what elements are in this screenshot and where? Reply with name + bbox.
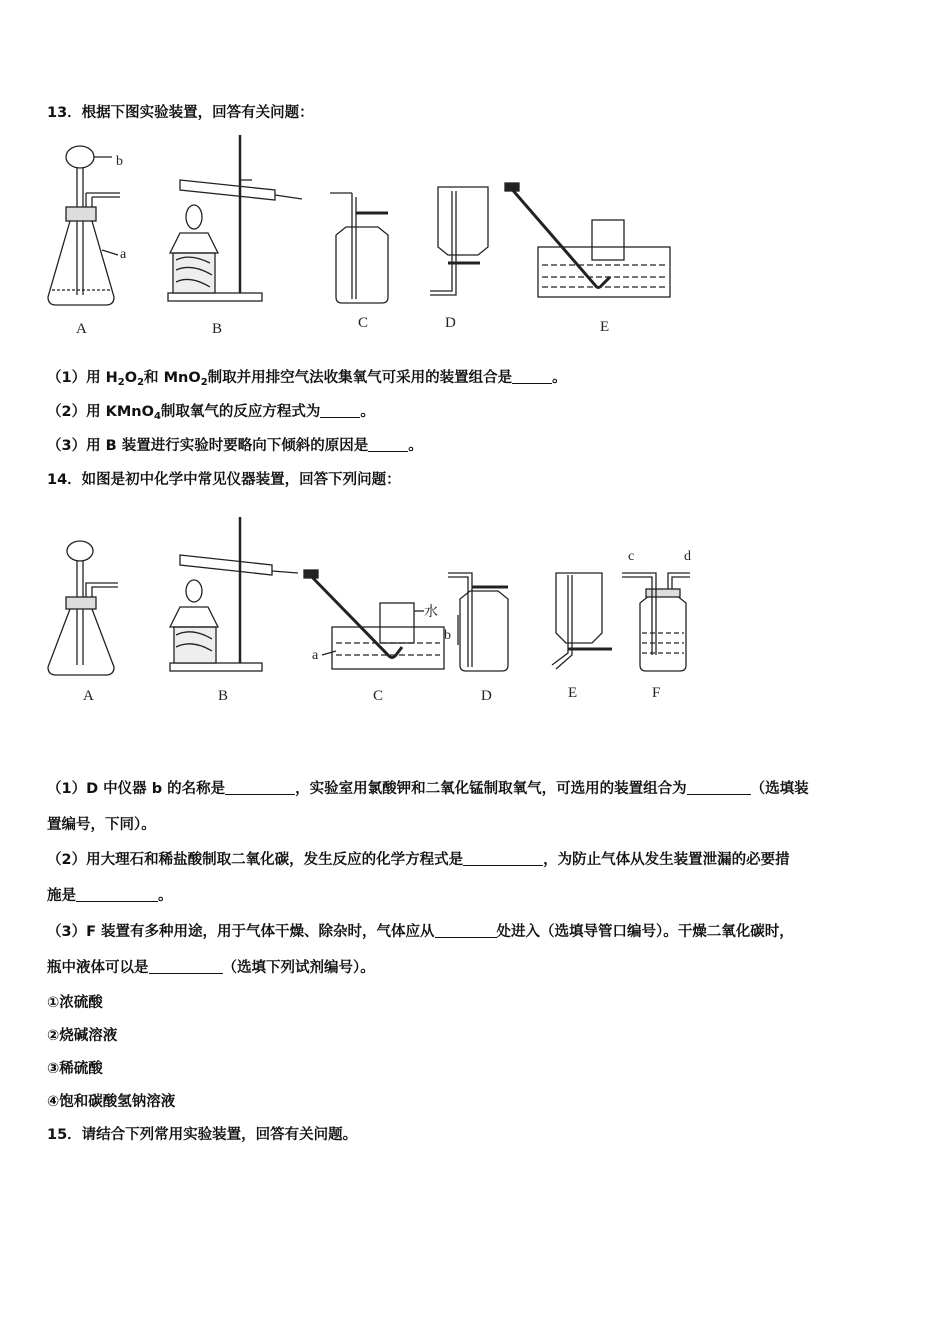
- q13-part2: （2）用 KMnO$_4$制取氧气的反应方程式为 。: [47, 404, 375, 422]
- q14-part2: （2）用大理石和稀盐酸制取二氧化碳，发生反应的化学方程式是 ，为防止气体从发生装置泄漏的必要措: [47, 852, 790, 868]
- q14-apparatus-E: [552, 573, 612, 701]
- q14-figure: [40, 515, 700, 709]
- q13-stem: 13．根据下图实验装置，回答有关问题：: [47, 105, 314, 121]
- q13-apparatus-A: [48, 146, 127, 337]
- label-a: a: [312, 648, 319, 663]
- answer-blank[interactable]: [435, 923, 497, 938]
- q14-option-3: ③稀硫酸: [47, 1061, 103, 1077]
- q14-apparatus-diagram: [40, 515, 700, 705]
- q14-apparatus-A: [48, 541, 118, 704]
- q14-part3: （3）F 装置有多种用途，用于气体干燥、除杂时，气体应从 处进入（选填导管口编号）。干燥二氧化碳时，: [47, 924, 794, 940]
- q13-apparatus-E: [505, 183, 670, 335]
- q14-option-4: ④饱和碳酸氢钠溶液: [47, 1094, 176, 1110]
- answer-blank[interactable]: [512, 369, 552, 384]
- q13-apparatus-D: [430, 187, 488, 331]
- label-F: F: [652, 685, 661, 701]
- q14-part1-cont: 置编号，下同）。: [47, 817, 156, 833]
- label-b: b: [116, 154, 123, 169]
- label-B: B: [212, 321, 223, 337]
- answer-blank[interactable]: [687, 780, 751, 795]
- q14-apparatus-F: [622, 549, 691, 701]
- q14-option-2: ②烧碱溶液: [47, 1028, 118, 1044]
- q13-figure: [40, 135, 680, 344]
- label-b: b: [444, 628, 451, 643]
- label-c: c: [628, 549, 635, 564]
- label-A: A: [83, 688, 94, 704]
- answer-blank[interactable]: [225, 780, 295, 795]
- q13-part1: （1）用 $H_2O_2$和 MnO$_2$制取并用排空气法收集氧气可采用的装置组合是 。: [47, 370, 567, 388]
- q13-apparatus-diagram: [40, 135, 680, 340]
- label-E: E: [568, 685, 578, 701]
- label-water: 水: [424, 605, 438, 620]
- label-D: D: [445, 315, 456, 331]
- label-A: A: [76, 321, 87, 337]
- label-a: a: [120, 247, 127, 262]
- label-C: C: [373, 688, 384, 704]
- q14-apparatus-C: [304, 570, 444, 704]
- q15-stem: 15．请结合下列常用实验装置，回答有关问题。: [47, 1127, 358, 1143]
- answer-blank[interactable]: [368, 437, 408, 452]
- label-E: E: [600, 319, 610, 335]
- q14-part1: （1）D 中仪器 b 的名称是 ，实验室用氯酸钾和二氧化锰制取氧气，可选用的装置组合为 （选填装: [47, 781, 809, 797]
- q13-apparatus-C: [330, 193, 388, 331]
- q14-stem: 14．如图是初中化学中常见仪器装置，回答下列问题：: [47, 472, 401, 488]
- label-B: B: [218, 688, 229, 704]
- answer-blank[interactable]: [76, 887, 158, 902]
- q13-part3: （3）用 B 装置进行实验时要略向下倾斜的原因是 。: [47, 438, 423, 454]
- q14-part3-cont: 瓶中液体可以是 （选填下列试剂编号）。: [47, 960, 375, 976]
- q14-apparatus-D: [444, 573, 508, 704]
- answer-blank[interactable]: [463, 851, 543, 866]
- q14-part2-cont: 施是 。: [47, 888, 173, 904]
- answer-blank[interactable]: [149, 959, 223, 974]
- q14-option-1: ①浓硫酸: [47, 995, 103, 1011]
- q14-apparatus-B: [170, 517, 298, 704]
- label-D: D: [481, 688, 492, 704]
- q13-apparatus-B: [168, 135, 302, 337]
- answer-blank[interactable]: [320, 403, 360, 418]
- label-d: d: [684, 549, 691, 564]
- label-C: C: [358, 315, 369, 331]
